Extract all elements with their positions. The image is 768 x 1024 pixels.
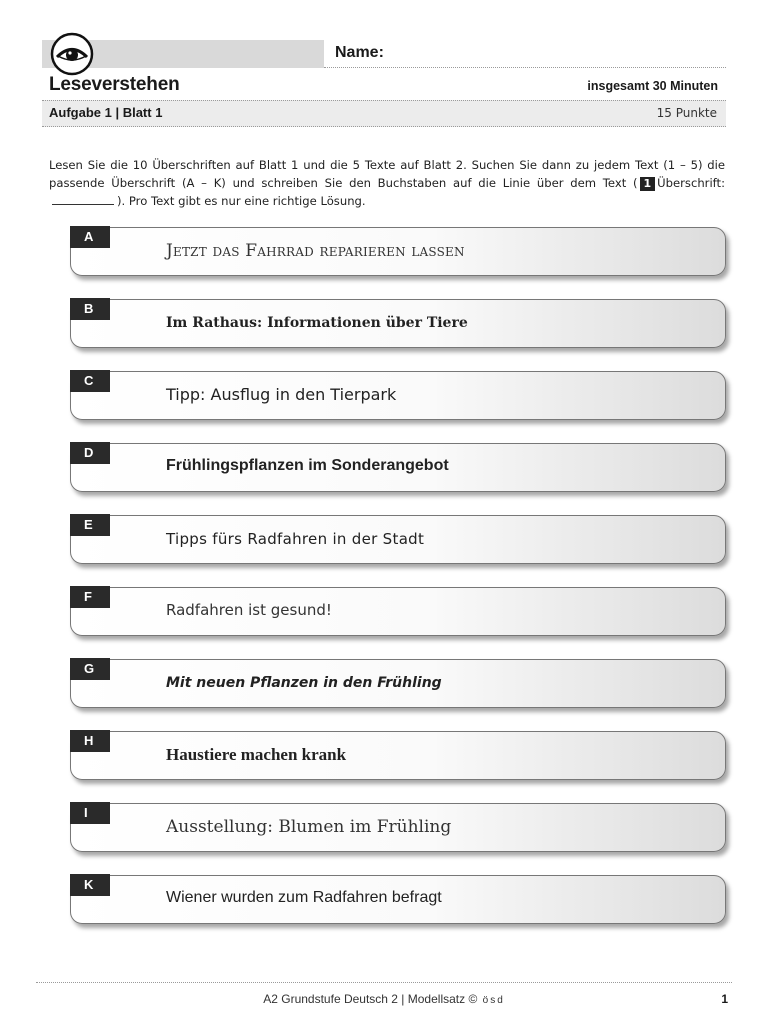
heading-card-d [70, 442, 726, 492]
heading-letter: I [70, 802, 110, 824]
footer-logo: ösd [482, 995, 505, 1006]
footer-line [36, 982, 732, 983]
section-title: Leseverstehen [49, 74, 180, 95]
heading-text: Jetzt das Fahrrad reparieren lassen [166, 241, 465, 261]
eye-icon [48, 32, 96, 76]
heading-text: Tipps fürs Radfahren in der Stadt [166, 530, 425, 548]
heading-text: Frühlingspflanzen im Sonderangebot [166, 457, 449, 474]
task-label: Aufgabe 1 | Blatt 1 [49, 105, 163, 120]
footer-text [0, 992, 768, 1006]
heading-card-b [70, 298, 726, 348]
example-number-box: 1 [640, 177, 656, 191]
heading-letter: C [70, 370, 110, 392]
instructions-part3: ). Pro Text gibt es nur eine richtige Lösung. [117, 194, 366, 208]
heading-card-h [70, 730, 726, 780]
heading-text: Im Rathaus: Informationen über Tiere [166, 315, 468, 331]
heading-text: Mit neuen Pflanzen in den Frühling [166, 675, 442, 691]
task-band [42, 100, 726, 127]
footer-label: A2 Grundstufe Deutsch 2 | Modellsatz © [263, 992, 478, 1006]
heading-letter: A [70, 226, 110, 248]
instructions-part1: Lesen Sie die 10 Überschriften auf Blatt 1 und die 5 Texte auf Blatt 2. Suchen Sie dann zu jedem Text (1 – 5) die passende Überschrift (A – K) und schreiben Sie den Buchstaben auf die Linie über dem Text ( [49, 158, 725, 190]
heading-card-c [70, 370, 726, 420]
heading-letter: D [70, 442, 110, 464]
time-label: insgesamt 30 Minuten [587, 79, 718, 93]
instructions-part2: Überschrift: [657, 176, 725, 190]
heading-letter: F [70, 586, 110, 608]
heading-letter: G [70, 658, 110, 680]
answer-blank [52, 194, 114, 205]
heading-list [70, 226, 726, 946]
heading-text: Radfahren ist gesund! [166, 601, 332, 619]
heading-text: Tipp: Ausflug in den Tierpark [166, 385, 397, 404]
instructions [49, 156, 725, 210]
heading-letter: B [70, 298, 110, 320]
points-label: 15 Punkte [656, 106, 717, 120]
heading-card-i [70, 802, 726, 852]
heading-text: Haustiere machen krank [166, 745, 347, 764]
heading-letter: E [70, 514, 110, 536]
heading-card-k [70, 874, 726, 924]
heading-card-e [70, 514, 726, 564]
heading-letter: H [70, 730, 110, 752]
heading-card-a [70, 226, 726, 276]
heading-card-g [70, 658, 726, 708]
heading-text: Ausstellung: Blumen im Frühling [166, 817, 452, 837]
heading-letter: K [70, 874, 110, 896]
heading-card-f [70, 586, 726, 636]
name-label: Name: [335, 44, 384, 61]
name-line [324, 67, 726, 68]
page-number: 1 [721, 992, 728, 1006]
heading-text: Wiener wurden zum Radfahren befragt [166, 889, 442, 906]
